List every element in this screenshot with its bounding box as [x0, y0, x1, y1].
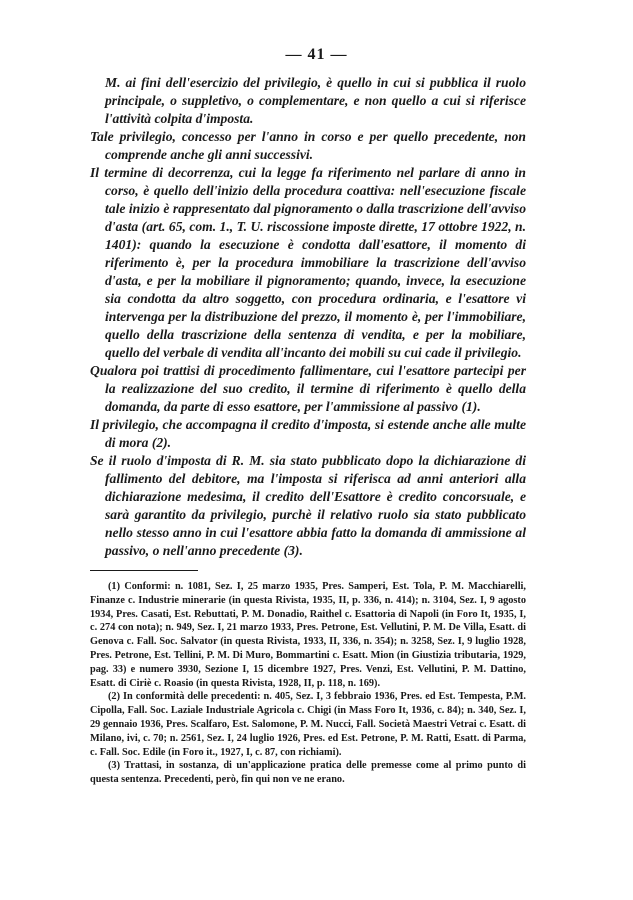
footnote-divider [90, 570, 198, 571]
footnotes [90, 580, 526, 787]
paragraph-1: M. ai fini dell'esercizio del privilegio, è quello in cui si pubblica il ruolo principale, o suppletivo, o complementare, e non quello a cui si riferisce l'attività colpita d'imposta. [105, 75, 526, 126]
footnote-1: (1) Conformi: n. 1081, Sez. I, 25 marzo 1935, Pres. Samperi, Est. Tola, P. M. Macchiarelli, Finanze c. Industrie minerarie (in questa Rivista, 1935, II, p. 336, n. 414); n. 3104, Sez. I, 9 agosto 1934, Pres. Casati, Est. Rebuttati, P. M. Donadio, Raithel c. Esattoria di Napoli (in Foro It, 1935, I, c. 274 con nota); n. 949, Sez. I, 21 marzo 1933, Pres. Petrone, Est. Vellutini, P. M. De Villa, Esatt. di Genova c. Fall. Soc. Salvator (in questa Rivista, 1933, II, 336, n. 354); n. 3258, Sez. I, 9 luglio 1928, Pres. Petrone, Est. Tellini, P. M. Di Muro, Bommartini c. Esatt. Mion (in Giustizia tributaria, 1929, pag. 33) e numero 3930, Sezione I, 15 dicembre 1927, Pres. Venzi, Est. Vellutini, P. M. Dattino, Esatt. di Ciriè c. Roasio (in questa Rivista, 1928, II, p. 118, n. 169). [90, 581, 526, 689]
paragraph-3: Il termine di decorrenza, cui la legge fa riferimento nel parlare di anno in corso, è quello dell'inizio della procedura coattiva: nell'esecuzione fiscale tale inizio è rappresentato dal pignoramento o dalla trascrizione dell'avviso d'asta (art. 65, com. 1., T. U. riscossione imposte dirette, 17 ottobre 1922, n. 1401): quando la esecuzione è condotta dall'esattore, il momento di riferimento è, per la procedura immobiliare la trascrizione dell'avviso d'asta, e per la mobiliare il pignoramento; quando, invece, la esecuzione sia condotta da altro soggetto, con procedura ordinaria, e l'esattore vi intervenga per la distribuzione del prezzo, il momento è, per l'immobiliare, quello della trascrizione della sentenza di vendita, e per la mobiliare, quello del verbale di vendita all'incanto dei mobili su cui cade il privilegio. [90, 165, 526, 360]
footnote-3: (3) Trattasi, in sostanza, di un'applicazione pratica delle premesse come al primo punto di questa sentenza. Precedenti, però, fin qui non ve ne erano. [90, 760, 526, 786]
page-number: — 41 — [285, 46, 348, 63]
paragraph-2: Tale privilegio, concesso per l'anno in corso e per quello precedente, non comprende anche gli anni successivi. [90, 129, 526, 162]
paragraph-6: Se il ruolo d'imposta di R. M. sia stato pubblicato dopo la dichiarazione di fallimento del debitore, ma l'imposta si riferisca ad anni anteriori alla dichiarazione medesima, il credito dell'Esattore è credito concorsuale, e sarà garantito da privilegio, purchè il relativo ruolo sia stato pubblicato nello stesso anno in cui l'esattore abbia fatto la domanda di ammissione al passivo, o nell'anno precedente (3). [90, 453, 526, 558]
main-text [90, 74, 526, 560]
paragraph-5: Il privilegio, che accompagna il credito d'imposta, si estende anche alle multe di mora (2). [90, 417, 526, 450]
footnote-2: (2) In conformità delle precedenti: n. 405, Sez. I, 3 febbraio 1936, Pres. ed Est. Tempesta, P.M. Cipolla, Fall. Soc. Laziale Industriale Agricola c. Chigi (in Mass Foro It, 1936, c. 84); n. 340, Sez. I, 29 gennaio 1936, Pres. Scalfaro, Est. Salomone, P. M. Nucci, Fall. Società Maestri Vetrai c. Esatt. di Milano, ivi, c. 70; n. 2561, Sez. I, 24 luglio 1926, Pres. ed Est. Petrone, P. M. Ratti, Esatt. di Parma, c. Fall. Soc. Edile (in Foro it., 1927, I, c. 87, con richiami). [90, 691, 526, 758]
paragraph-4: Qualora poi trattisi di procedimento fallimentare, cui l'esattore partecipi per la realizzazione del suo credito, il termine di riferimento è quello della domanda, da parte di esso esattore, per l'ammissione al passivo (1). [90, 363, 526, 414]
